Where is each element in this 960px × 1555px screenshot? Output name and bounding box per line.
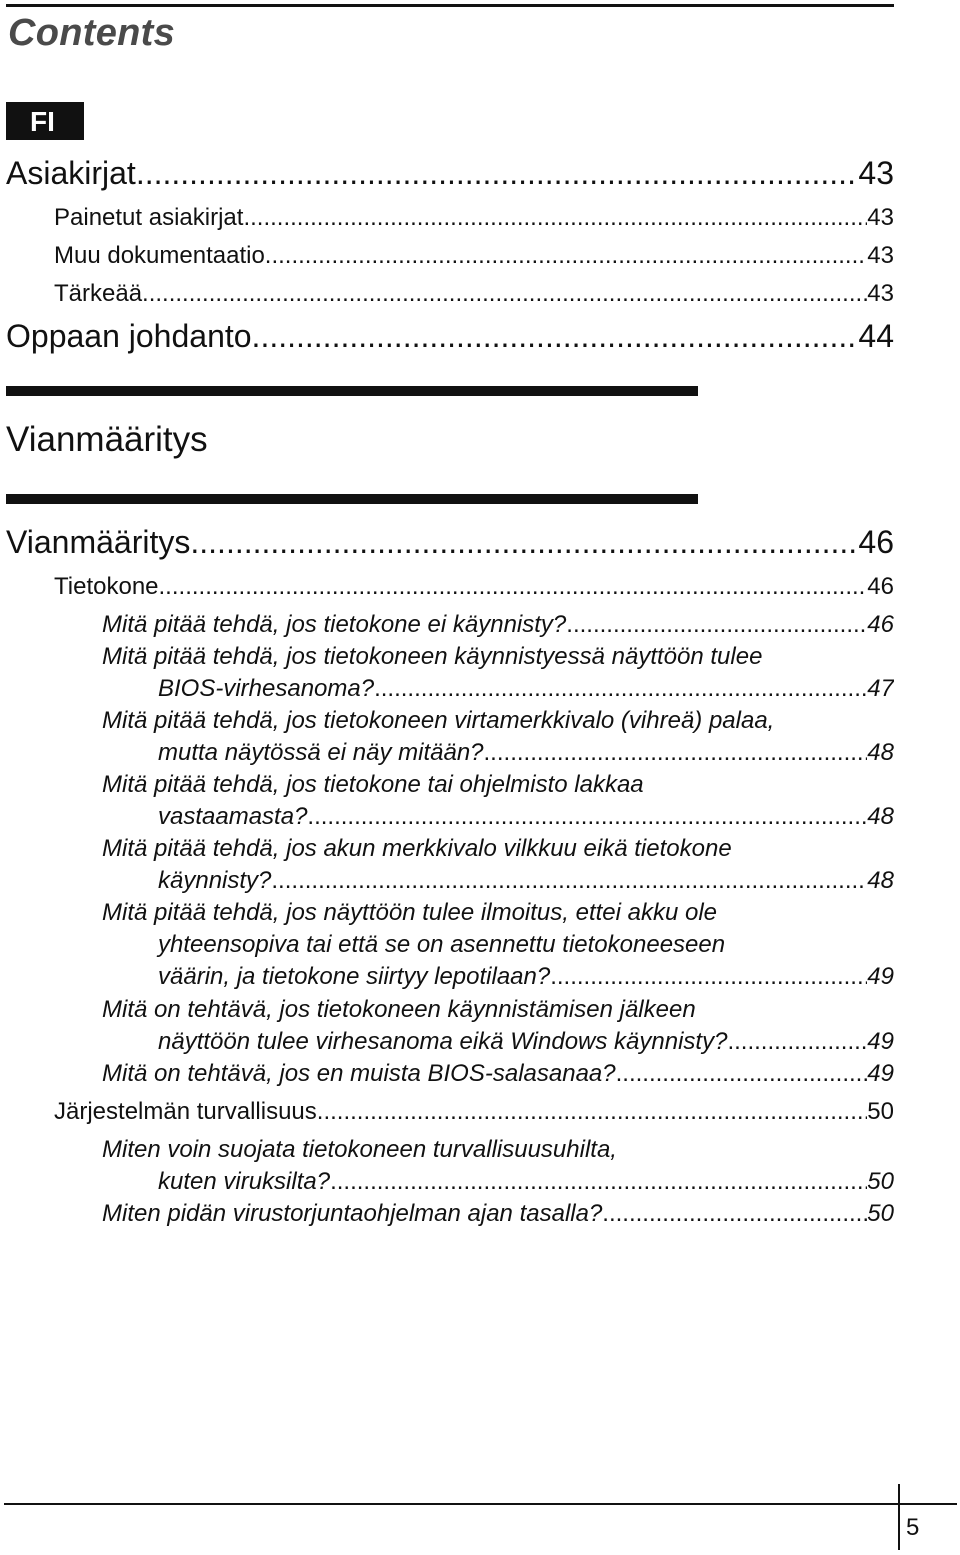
toc-entry-q5-line1[interactable]: Mitä pitää tehdä, jos akun merkkivalo vilkkuu eikä tietokone: [102, 835, 732, 862]
toc-label: Mitä on tehtävä, jos en muista BIOS-salasanaa?: [102, 1060, 616, 1087]
toc-page-number: 50: [867, 1200, 894, 1227]
toc-label: Mitä pitää tehdä, jos tietokone ei käynnisty?: [102, 611, 567, 638]
toc-page-number: 50: [867, 1168, 894, 1195]
toc-leader: [550, 963, 867, 991]
toc-entry-tarkeaa[interactable]: [54, 280, 894, 314]
toc-entry-tietokone[interactable]: [54, 573, 894, 607]
toc-entry-q2-line1[interactable]: Mitä pitää tehdä, jos tietokoneen käynnistyessä näyttöön tulee: [102, 643, 763, 670]
toc-entry-q7-line1[interactable]: Mitä on tehtävä, jos tietokoneen käynnistämisen jälkeen: [102, 996, 696, 1023]
toc-label: vastaamasta?: [158, 803, 308, 830]
toc-page-number: 49: [867, 1028, 894, 1055]
toc-page-number: 43: [858, 155, 894, 191]
toc-leader: [727, 1028, 867, 1056]
toc-label: Tietokone: [54, 573, 159, 600]
toc-entry-q3[interactable]: [158, 739, 894, 773]
toc-leader: [616, 1060, 868, 1088]
toc-page-number: 43: [867, 242, 894, 269]
toc-entry-q5[interactable]: [158, 867, 894, 901]
toc-entry-q9[interactable]: [158, 1168, 894, 1202]
toc-label: Miten pidän virustorjuntaohjelman ajan tasalla?: [102, 1200, 603, 1227]
toc-label: näyttöön tulee virhesanoma eikä Windows käynnisty?: [158, 1028, 728, 1055]
toc-label: Muu dokumentaatio: [54, 242, 265, 269]
toc-entry-q6-line2[interactable]: yhteensopiva tai että se on asennettu tietokoneeseen: [158, 931, 726, 958]
toc-label: Asiakirjat: [6, 155, 136, 191]
toc-entry-q3-line1[interactable]: Mitä pitää tehdä, jos tietokoneen virtamerkkivalo (vihreä) palaa,: [102, 707, 775, 734]
toc-entry-q9-line1[interactable]: Miten voin suojata tietokoneen turvallisuusuhilta,: [102, 1136, 617, 1163]
toc-entry-q1[interactable]: [102, 611, 894, 645]
toc-page-number: 43: [867, 280, 894, 307]
toc-page-number: 48: [867, 867, 894, 894]
page-title: Contents: [8, 12, 176, 54]
toc-leader: [136, 155, 859, 192]
toc-label: Vianmääritys: [6, 524, 191, 560]
toc-leader: [566, 611, 867, 639]
toc-leader: [271, 867, 867, 895]
toc-leader: [265, 242, 868, 270]
toc-label: Oppaan johdanto: [6, 318, 252, 354]
language-badge: FI: [6, 102, 84, 140]
toc-leader: [330, 1168, 867, 1196]
toc-page-number: 49: [867, 963, 894, 990]
toc-entry-vianmaaritys[interactable]: [6, 524, 894, 564]
toc-page-number: 50: [867, 1098, 894, 1125]
toc-page-number: 48: [867, 803, 894, 830]
footer-divider: [898, 1484, 900, 1550]
toc-leader: [317, 1098, 868, 1126]
toc-entry-jarjestelman-turvallisuus[interactable]: [54, 1098, 894, 1132]
toc-leader: [142, 280, 867, 308]
section-divider-bottom: [6, 494, 698, 504]
toc-page-number: 46: [867, 573, 894, 600]
toc-leader: [243, 204, 867, 232]
toc-page-number: 44: [858, 318, 894, 354]
toc-page-number: 46: [867, 611, 894, 638]
toc-label: mutta näytössä ei näy mitään?: [158, 739, 484, 766]
toc-leader: [252, 318, 859, 355]
toc-page-number: 48: [867, 739, 894, 766]
toc-leader: [484, 739, 868, 767]
toc-label: Painetut asiakirjat: [54, 204, 244, 231]
toc-entry-q2[interactable]: [158, 675, 894, 709]
toc-label: Tärkeää: [54, 280, 143, 307]
toc-leader: [374, 675, 867, 703]
toc-label: Järjestelmän turvallisuus: [54, 1098, 317, 1125]
toc-leader: [159, 573, 868, 601]
toc-leader: [190, 524, 858, 561]
toc-entry-oppaan-johdanto[interactable]: [6, 318, 894, 358]
section-title: Vianmääritys: [6, 420, 208, 459]
toc-page-number: 43: [867, 204, 894, 231]
toc-page-number: 46: [858, 524, 894, 560]
top-rule: [6, 4, 894, 7]
toc-entry-q7[interactable]: [158, 1028, 894, 1062]
toc-entry-muu-dokumentaatio[interactable]: [54, 242, 894, 276]
toc-entry-q4[interactable]: [158, 803, 894, 837]
toc-entry-q10[interactable]: [102, 1200, 894, 1234]
toc-entry-q6-line1[interactable]: Mitä pitää tehdä, jos näyttöön tulee ilmoitus, ettei akku ole: [102, 899, 718, 926]
toc-entry-q4-line1[interactable]: Mitä pitää tehdä, jos tietokone tai ohjelmisto lakkaa: [102, 771, 644, 798]
toc-entry-q8[interactable]: [102, 1060, 894, 1094]
toc-leader: [307, 803, 867, 831]
footer-rule: [4, 1503, 957, 1505]
toc-label: BIOS-virhesanoma?: [158, 675, 375, 702]
toc-page-number: 49: [867, 1060, 894, 1087]
toc-page-number: 47: [867, 675, 894, 702]
toc-label: kuten viruksilta?: [158, 1168, 331, 1195]
toc-leader: [602, 1200, 867, 1228]
toc-entry-painetut-asiakirjat[interactable]: [54, 204, 894, 238]
toc-entry-asiakirjat[interactable]: [6, 155, 894, 195]
toc-label: käynnisty?: [158, 867, 272, 894]
page-number: 5: [906, 1514, 920, 1541]
toc-label: väärin, ja tietokone siirtyy lepotilaan?: [158, 963, 551, 990]
section-divider-top: [6, 386, 698, 396]
toc-entry-q6[interactable]: [158, 963, 894, 997]
